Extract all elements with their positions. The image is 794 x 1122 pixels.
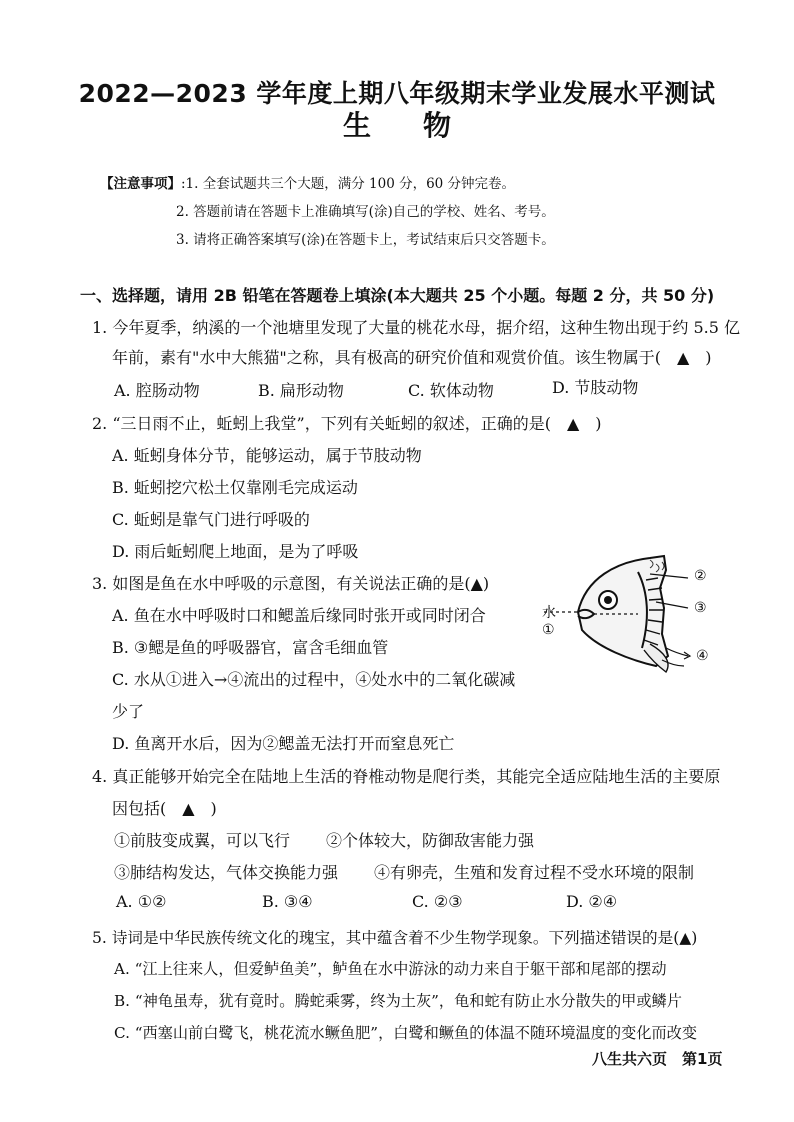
q5-option-c: C. “西塞山前白鹭飞，桃花流水鳜鱼肥”，白鹭和鳜鱼的体温不随环境温度的变化而改变 — [114, 1024, 698, 1042]
figure-label-3: ③ — [694, 600, 707, 616]
q3-option-a: A. 鱼在水中呼吸时口和鳃盖后缘同时张开或同时闭合 — [112, 606, 486, 625]
q5-stem: 5. 诗词是中华民族传统文化的瑰宝，其中蕴含着不少生物学现象。下列描述错误的是(▲) — [92, 929, 698, 947]
q1-stem-line-2: 年前，素有"水中大熊猫"之称，具有极高的研究价值和观赏价值。该生物属于( ▲ ) — [112, 348, 712, 367]
q1-stem-line-1: 1. 今年夏季，纳溪的一个池塘里发现了大量的桃花水母，据介绍，这种生物出现于约 5.5 亿 — [92, 318, 740, 337]
section-1-heading: 一、选择题，请用 2B 铅笔在答题卷上填涂(本大题共 25 个小题。每题 2 分，共 50 分) — [80, 286, 715, 305]
q5-option-a: A. “江上往来人，但爱鲈鱼美”，鲈鱼在水中游泳的动力来自于躯干部和尾部的摆动 — [114, 960, 667, 978]
q1-option-d: D. 节肢动物 — [552, 378, 639, 397]
q4-reason-3: ③肺结构发达，气体交换能力强 — [114, 863, 339, 882]
q2-option-a: A. 蚯蚓身体分节，能够运动，属于节肢动物 — [112, 446, 422, 465]
q4-option-d: D. ②④ — [566, 892, 618, 911]
q3-option-d: D. 鱼离开水后，因为②鳃盖无法打开而窒息死亡 — [112, 734, 455, 753]
figure-label-1: ① — [542, 622, 555, 638]
figure-label-2: ② — [694, 568, 707, 584]
q4-stem-line-2: 因包括( ▲ ) — [112, 799, 217, 818]
fish-respiration-figure — [538, 548, 720, 680]
figure-label-4: ④ — [696, 648, 709, 664]
q2-option-b: B. 蚯蚓挖穴松土仅靠刚毛完成运动 — [112, 478, 358, 497]
notice-item-2: 2. 答题前请在答题卡上准确填写(涂)自己的学校、姓名、考号。 — [176, 204, 555, 220]
q4-stem-line-1: 4. 真正能够开始完全在陆地上生活的脊椎动物是爬行类，其能完全适应陆地生活的主要原 — [92, 767, 721, 786]
q1-option-b: B. 扁形动物 — [258, 381, 344, 400]
exam-title: 2022—2023 学年度上期八年级期末学业发展水平测试 — [78, 79, 716, 108]
q4-option-b: B. ③④ — [262, 892, 313, 911]
q5-option-b: B. “神龟虽寿，犹有竟时。腾蛇乘雾，终为土灰”，龟和蛇有防止水分散失的甲或鳞片 — [114, 992, 682, 1010]
q1-option-c: C. 软体动物 — [408, 381, 494, 400]
notice-tag: 【注意事项】 — [100, 176, 181, 192]
page-footer: 八生共六页 第1页 — [592, 1050, 723, 1068]
q3-stem: 3. 如图是鱼在水中呼吸的示意图，有关说法正确的是(▲) — [92, 574, 490, 593]
q2-option-d: D. 雨后蚯蚓爬上地面，是为了呼吸 — [112, 542, 359, 561]
subject-title: 生物 — [342, 109, 503, 142]
notice-item-1: :1. 全套试题共三个大题，满分 100 分，60 分钟完卷。 — [181, 176, 516, 192]
fish-head-drawing — [538, 548, 720, 680]
notice-item-3: 3. 请将正确答案填写(涂)在答题卡上，考试结束后只交答题卡。 — [176, 232, 555, 248]
q4-reason-2: ②个体较大，防御敌害能力强 — [326, 831, 535, 850]
q2-option-c: C. 蚯蚓是靠气门进行呼吸的 — [112, 510, 310, 529]
q1-option-a: A. 腔肠动物 — [114, 381, 200, 400]
q4-option-a: A. ①② — [116, 892, 167, 911]
q4-reason-4: ④有卵壳，生殖和发育过程不受水环境的限制 — [374, 863, 695, 882]
q3-option-b: B. ③鳃是鱼的呼吸器官，富含毛细血管 — [112, 638, 389, 657]
q3-option-c: C. 水从①进入→④流出的过程中，④处水中的二氧化碳减 — [112, 670, 516, 689]
q2-stem: 2. “三日雨不止，蚯蚓上我堂”，下列有关蚯蚓的叙述，正确的是( ▲ ) — [92, 414, 602, 433]
q3-option-c-cont: 少了 — [112, 702, 145, 721]
q4-reason-1: ①前肢变成翼，可以飞行 — [114, 831, 291, 850]
figure-label-water: 水 — [542, 605, 556, 621]
q4-option-c: C. ②③ — [412, 892, 463, 911]
notice-line-1 — [100, 172, 515, 192]
